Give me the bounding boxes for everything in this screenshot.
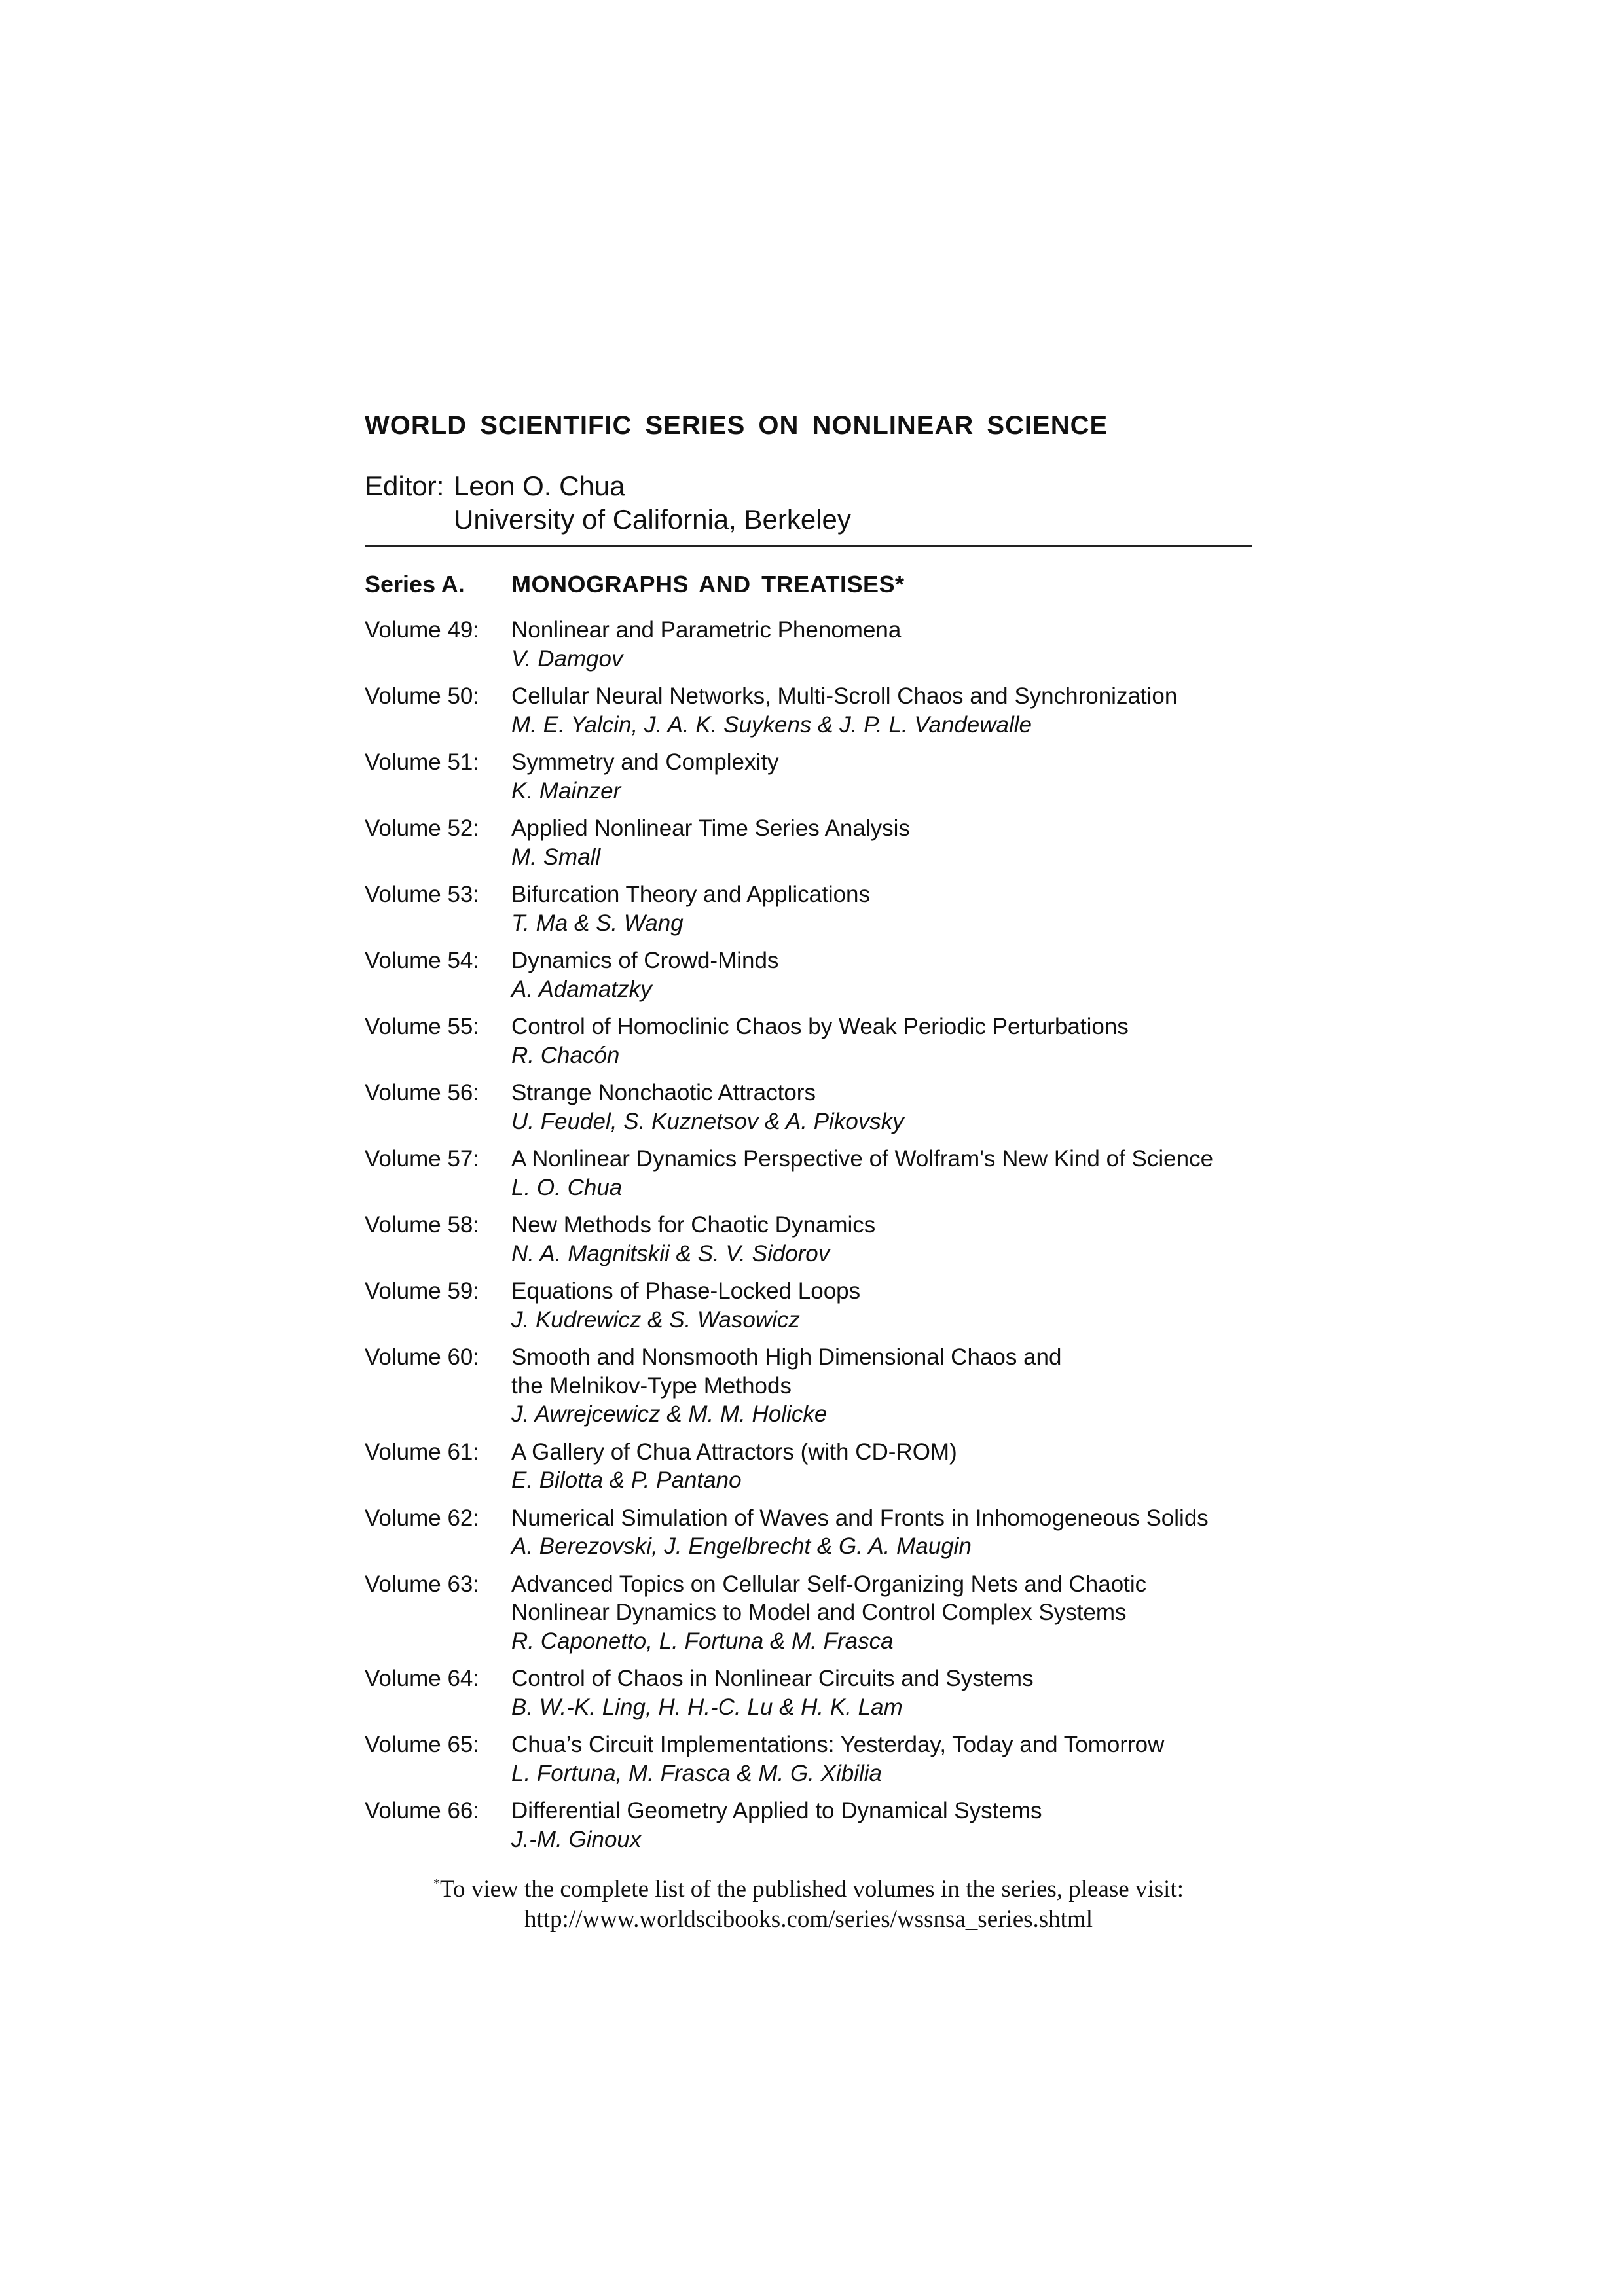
volume-title-line: Nonlinear Dynamics to Model and Control Complex Systems — [511, 1600, 1127, 1625]
volume-entry — [365, 1797, 1252, 1854]
volume-number: Volume 51: — [365, 749, 480, 775]
volume-title — [511, 616, 1252, 645]
footnote-line-1 — [365, 1869, 1252, 1905]
volume-title — [511, 1079, 1252, 1107]
volume-number: Volume 60: — [365, 1344, 480, 1370]
volume-title-line: Symmetry and Complexity — [511, 749, 779, 775]
volume-title — [511, 1343, 1252, 1400]
volume-number: Volume 50: — [365, 683, 480, 709]
volume-title-line: New Methods for Chaotic Dynamics — [511, 1212, 876, 1238]
volume-title-line: the Melnikov-Type Methods — [511, 1372, 792, 1399]
volume-authors: M. E. Yalcin, J. A. K. Suykens & J. P. L. Vandewalle — [511, 711, 1032, 738]
volume-entry — [365, 1731, 1252, 1787]
volume-title-line: Smooth and Nonsmooth High Dimensional Chaos and — [511, 1344, 1062, 1370]
volume-title-line: Applied Nonlinear Time Series Analysis — [511, 816, 910, 841]
volume-title-line: Control of Homoclinic Chaos by Weak Periodic Perturbations — [511, 1014, 1129, 1039]
volume-authors: R. Chacón — [511, 1042, 620, 1068]
volume-title-line: A Gallery of Chua Attractors (with CD-ROM) — [511, 1439, 957, 1465]
volume-title — [511, 1664, 1252, 1693]
volume-authors: U. Feudel, S. Kuznetsov & A. Pikovsky — [511, 1108, 904, 1134]
volume-entry — [365, 880, 1252, 937]
volume-authors: B. W.-K. Ling, H. H.-C. Lu & H. K. Lam — [511, 1694, 903, 1720]
volume-entry — [365, 1211, 1252, 1268]
volume-title-line: Dynamics of Crowd-Minds — [511, 948, 779, 973]
volume-title — [511, 1504, 1252, 1533]
volume-number: Volume 61: — [365, 1439, 480, 1465]
volume-title-line: Control of Chaos in Nonlinear Circuits and Systems — [511, 1666, 1034, 1691]
editor-block — [365, 469, 1252, 536]
volume-entry — [365, 946, 1252, 1003]
volume-entry — [365, 1145, 1252, 1202]
volume-authors: L. Fortuna, M. Frasca & M. G. Xibilia — [511, 1760, 882, 1786]
volume-authors: T. Ma & S. Wang — [511, 910, 684, 936]
volume-authors: R. Caponetto, L. Fortuna & M. Frasca — [511, 1628, 894, 1654]
volume-title — [511, 1570, 1252, 1627]
volume-details — [511, 814, 1252, 871]
volume-authors: L. O. Chua — [511, 1174, 623, 1200]
volume-number: Volume 58: — [365, 1212, 480, 1238]
volume-title — [511, 1211, 1252, 1240]
volume-number: Volume 49: — [365, 617, 480, 643]
volume-title-line: Chua’s Circuit Implementations: Yesterday, Today and Tomorrow — [511, 1732, 1165, 1757]
volume-title — [511, 748, 1252, 777]
volume-details — [511, 1013, 1252, 1069]
volume-title-line: Nonlinear and Parametric Phenomena — [511, 617, 902, 643]
footnote — [365, 1869, 1252, 1935]
volume-number: Volume 62: — [365, 1505, 480, 1531]
volume-title — [511, 1277, 1252, 1306]
volume-details — [511, 1504, 1252, 1561]
volume-title-line: Cellular Neural Networks, Multi-Scroll Chaos and Synchronization — [511, 683, 1178, 709]
volume-title-line: Strange Nonchaotic Attractors — [511, 1080, 816, 1105]
volume-authors: M. Small — [511, 844, 601, 870]
editor-affiliation: University of California, Berkeley — [454, 504, 851, 535]
volume-number: Volume 66: — [365, 1798, 480, 1823]
series-name: MONOGRAPHS AND TREATISES* — [511, 571, 905, 598]
volume-title — [511, 814, 1252, 843]
volume-title-line: Equations of Phase-Locked Loops — [511, 1278, 861, 1304]
footnote-marker: * — [433, 1876, 441, 1891]
volume-title — [511, 1731, 1252, 1759]
volume-entry — [365, 1079, 1252, 1136]
volume-title-line: Numerical Simulation of Waves and Fronts in Inhomogeneous Solids — [511, 1505, 1209, 1531]
footnote-text: To view the complete list of the published volumes in the series, please visit: — [440, 1876, 1184, 1903]
volume-details — [511, 1277, 1252, 1334]
volume-entry — [365, 1013, 1252, 1069]
volume-number: Volume 59: — [365, 1278, 480, 1304]
volume-number: Volume 56: — [365, 1080, 480, 1105]
volume-details — [511, 1211, 1252, 1268]
volume-title — [511, 682, 1252, 711]
footnote-url: http://www.worldscibooks.com/series/wssnsa_series.shtml — [524, 1906, 1093, 1933]
volume-details — [511, 682, 1252, 739]
volume-details — [511, 748, 1252, 805]
volume-title — [511, 880, 1252, 909]
volume-title-line: Differential Geometry Applied to Dynamical Systems — [511, 1798, 1042, 1823]
volume-number: Volume 63: — [365, 1571, 480, 1597]
volume-title — [511, 1797, 1252, 1825]
volume-details — [511, 1145, 1252, 1202]
volume-title — [511, 946, 1252, 975]
editor-name: Leon O. Chua — [454, 471, 625, 501]
volume-details — [511, 1079, 1252, 1136]
editor-label: Editor: — [365, 471, 445, 501]
editor-details — [454, 469, 851, 536]
volume-number: Volume 57: — [365, 1146, 480, 1172]
volume-entry — [365, 616, 1252, 673]
volume-entry — [365, 1438, 1252, 1495]
volume-number: Volume 53: — [365, 882, 480, 907]
volume-details — [511, 1343, 1252, 1429]
volume-authors: E. Bilotta & P. Pantano — [511, 1467, 742, 1493]
volume-details — [511, 616, 1252, 673]
volume-entry — [365, 748, 1252, 805]
volume-entry — [365, 1277, 1252, 1334]
volume-title — [511, 1145, 1252, 1174]
volume-entry — [365, 1664, 1252, 1721]
volume-number: Volume 64: — [365, 1666, 480, 1691]
volume-authors: A. Berezovski, J. Engelbrecht & G. A. Maugin — [511, 1534, 972, 1559]
volume-authors: J. Kudrewicz & S. Wasowicz — [511, 1306, 800, 1333]
volume-number: Volume 54: — [365, 948, 480, 973]
volume-authors: J. Awrejcewicz & M. M. Holicke — [511, 1401, 828, 1427]
header-divider — [365, 545, 1252, 547]
volume-details — [511, 880, 1252, 937]
volume-number: Volume 65: — [365, 1732, 480, 1757]
volume-title-line: Bifurcation Theory and Applications — [511, 882, 871, 907]
series-title: WORLD SCIENTIFIC SERIES ON NONLINEAR SCIENCE — [365, 411, 1108, 440]
volume-details — [511, 1570, 1252, 1656]
volume-entry — [365, 682, 1252, 739]
volume-number: Volume 52: — [365, 816, 480, 841]
series-label: Series A. — [365, 571, 465, 598]
volume-entry — [365, 1343, 1252, 1429]
volume-entry — [365, 814, 1252, 871]
volume-title-line: Advanced Topics on Cellular Self-Organizing Nets and Chaotic — [511, 1571, 1147, 1597]
volume-details — [511, 1664, 1252, 1721]
series-heading — [365, 570, 1252, 599]
volume-entry — [365, 1570, 1252, 1656]
volume-title — [511, 1013, 1252, 1041]
volume-authors: A. Adamatzky — [511, 976, 652, 1002]
volume-authors: K. Mainzer — [511, 778, 621, 804]
volume-entry — [365, 1504, 1252, 1561]
volume-title-line: A Nonlinear Dynamics Perspective of Wolfram's New Kind of Science — [511, 1146, 1214, 1172]
volume-details — [511, 1731, 1252, 1787]
volume-details — [511, 946, 1252, 1003]
volume-number: Volume 55: — [365, 1014, 480, 1039]
volume-authors: N. A. Magnitskii & S. V. Sidorov — [511, 1240, 830, 1266]
volume-title — [511, 1438, 1252, 1467]
series-page — [365, 409, 1252, 1863]
volume-list — [365, 616, 1252, 1854]
volume-authors: J.-M. Ginoux — [511, 1826, 642, 1852]
volume-details — [511, 1797, 1252, 1854]
volume-details — [511, 1438, 1252, 1495]
volume-authors: V. Damgov — [511, 645, 623, 672]
